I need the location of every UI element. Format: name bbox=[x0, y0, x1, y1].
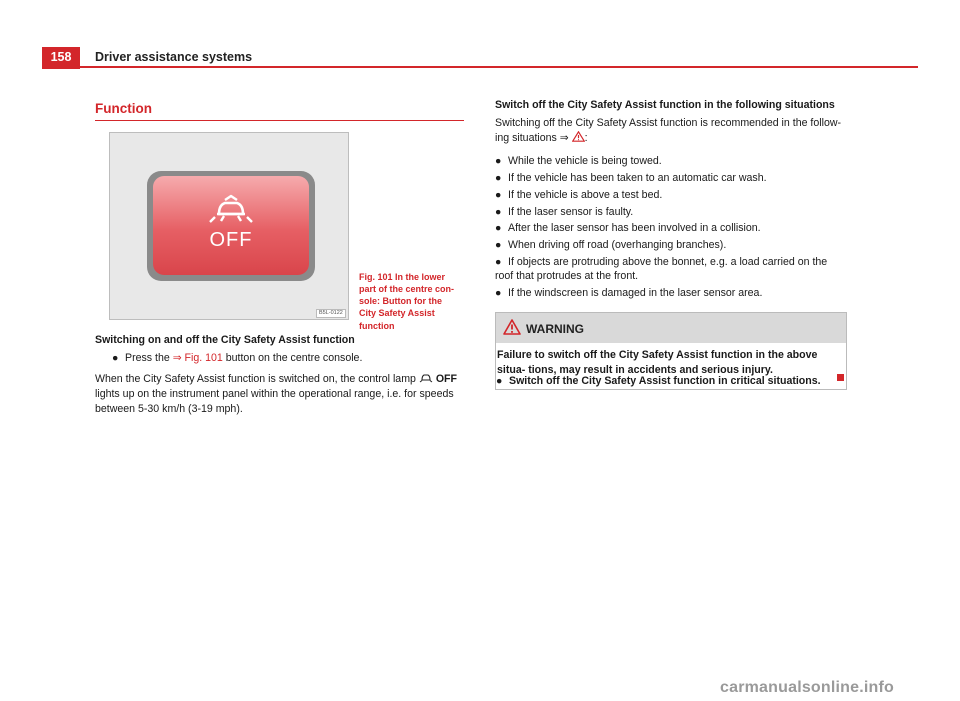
bullet-icon: ● bbox=[495, 239, 502, 251]
list-item-text: If the vehicle is above a test bed. bbox=[508, 189, 663, 201]
warning-header bbox=[496, 313, 846, 343]
end-of-section-marker bbox=[837, 374, 844, 381]
warning-bullet-text: Switch off the City Safety Assist function in critical situations. bbox=[509, 375, 821, 387]
bullet-icon: ● bbox=[495, 172, 502, 184]
intro-paragraph bbox=[495, 116, 845, 146]
bullet-icon: ● bbox=[112, 352, 119, 364]
figure-caption: Fig. 101 In the lower part of the centre con- sole: Button for the City Safety Assist function bbox=[359, 272, 455, 331]
figure-reference-link[interactable]: ⇒ Fig. 101 bbox=[172, 352, 223, 364]
bullet-icon: ● bbox=[495, 189, 502, 201]
watermark: carmanualsonline.info bbox=[720, 679, 895, 696]
warning-title: WARNING bbox=[526, 322, 584, 336]
button-off-label: OFF bbox=[209, 229, 253, 251]
bullet-icon: ● bbox=[495, 256, 502, 268]
bullet-icon: ● bbox=[495, 155, 502, 167]
intro-text-end: : bbox=[584, 132, 588, 145]
bullet-icon: ● bbox=[495, 287, 502, 299]
page-number: 158 bbox=[50, 50, 72, 64]
list-item-text: If objects are protruding above the bonnet, e.g. a load carried on the bbox=[508, 256, 828, 268]
control-lamp-paragraph bbox=[95, 372, 470, 417]
list-item-text: If the vehicle has been taken to an automatic car wash. bbox=[508, 172, 767, 184]
bullet-text-pre: Press the bbox=[125, 352, 173, 364]
list-item-text: If the windscreen is damaged in the laser sensor area. bbox=[508, 287, 763, 299]
city-safety-button bbox=[153, 176, 309, 275]
section-divider bbox=[95, 120, 464, 121]
subheading-switch-off: Switch off the City Safety Assist function in the following situations bbox=[495, 99, 835, 111]
header-title: Driver assistance systems bbox=[95, 50, 253, 64]
paragraph-text-pre: When the City Safety Assist function is switched on, the control lamp bbox=[95, 373, 419, 385]
list-item-text: After the laser sensor has been involved in a collision. bbox=[508, 222, 761, 234]
intro-text: Switching off the City Safety Assist function is recommended in the follow- ing situations ⇒ bbox=[495, 117, 842, 145]
figure-image bbox=[109, 132, 349, 320]
list-item-text: If the laser sensor is faulty. bbox=[508, 206, 634, 218]
paragraph-text-post: lights up on the instrument panel within the operational range, i.e. for speeds between 5-30 km/h (3-19 mph). bbox=[95, 388, 454, 416]
list-item-text: When driving off road (overhanging branches). bbox=[508, 239, 727, 251]
city-safety-assist-icon bbox=[208, 194, 254, 224]
list-item-text: While the vehicle is being towed. bbox=[508, 155, 662, 167]
control-lamp-icon bbox=[419, 373, 433, 383]
section-title: Function bbox=[95, 101, 152, 116]
warning-triangle-icon bbox=[572, 131, 585, 142]
figure-id-label: B5L-0122 bbox=[316, 309, 346, 318]
bullet-text-post: button on the centre console. bbox=[222, 352, 363, 364]
bullet-icon: ● bbox=[496, 375, 503, 387]
subheading-switching: Switching on and off the City Safety Assist function bbox=[95, 334, 355, 346]
warning-triangle-icon bbox=[503, 319, 521, 335]
control-lamp-off-text: OFF bbox=[435, 373, 457, 385]
header-divider bbox=[80, 66, 918, 68]
bullet-icon: ● bbox=[495, 206, 502, 218]
bullet-icon: ● bbox=[495, 222, 502, 234]
console-button-frame bbox=[147, 171, 315, 281]
warning-text: Failure to switch off the City Safety Assist function in the above situa- tions, may result in accidents and serious injury. bbox=[497, 349, 818, 377]
list-item-continuation: roof that protrudes at the front. bbox=[495, 270, 639, 282]
